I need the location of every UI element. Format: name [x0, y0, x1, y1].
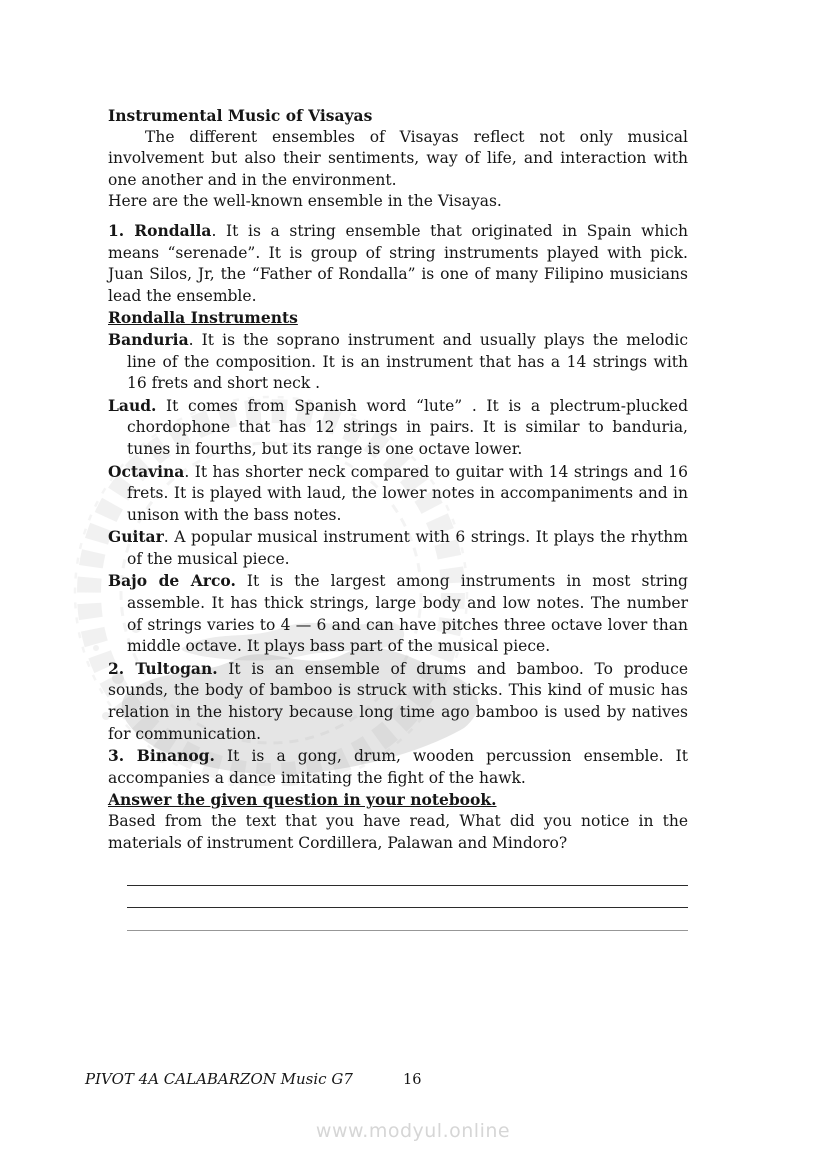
- site-watermark-text: www.modyul.online: [315, 1120, 511, 1142]
- list-item-rondalla: [108, 220, 688, 307]
- section-title: Instrumental Music of Visayas: [108, 106, 373, 125]
- instrument-description: . It is the soprano instrument and usually plays the melodic line of the composition. It is an instrument that has a 14 strings with 16 frets and short neck .: [127, 330, 688, 393]
- page-body: [108, 105, 688, 931]
- activity-heading: Answer the given question in your notebook.: [108, 790, 497, 810]
- instrument-name: Laud.: [108, 395, 157, 415]
- instrument-description: It comes from Spanish word “lute” . It is a plectrum-plucked chordophone that has 12 strings in pairs. It is similar to banduria, tunes in fourths, but its range is one octave lower.: [127, 396, 688, 458]
- instrument-name: Guitar: [108, 527, 164, 547]
- list-item-text: It is a gong, drum, wooden percussion ensemble. It accompanies a dance imitating the fight of the hawk.: [108, 747, 688, 787]
- instrument-octavina: [108, 461, 688, 527]
- instrument-laud: [108, 395, 688, 461]
- answer-line-1: [127, 864, 688, 886]
- list-item-number-name: 1. Rondalla: [108, 220, 212, 240]
- activity-question: Based from the text that you have read, What did you notice in the materials of instrument Cordillera, Palawan and Mindoro?: [108, 812, 688, 852]
- list-item-number-name: 3. Binanog.: [108, 746, 215, 766]
- list-item-text: It is an ensemble of drums and bamboo. To produce sounds, the body of bamboo is struck with sticks. This kind of music has relation in the history because long time ago bamboo is used by natives for communication.: [108, 659, 688, 743]
- answer-line-3: [127, 908, 688, 931]
- footer-page-number: 16: [403, 1072, 422, 1088]
- instrument-guitar: [108, 526, 688, 570]
- list-item-tultogan: [108, 658, 688, 745]
- instrument-name: Banduria: [108, 329, 189, 349]
- instrument-banduria: [108, 329, 688, 395]
- subheading-rondalla-instruments: Rondalla Instruments: [108, 308, 298, 328]
- list-item-text: . It is a string ensemble that originated in Spain which means “serenade”. It is group of string instruments played with pick. Juan Silos, Jr, the “Father of Rondalla” is one of many Filipino musicians lead the ensemble.: [108, 221, 688, 305]
- instrument-description: It is the largest among instruments in most string assemble. It has thick strings, large body and low notes. The number of strings varies to 4 — 6 and can have pitches three octave lover than middle octave. It plays bass part of the musical piece.: [127, 572, 688, 656]
- instrument-name: Octavina: [108, 461, 185, 481]
- instrument-description: . A popular musical instrument with 6 strings. It plays the rhythm of the musical piece.: [127, 528, 688, 568]
- answer-line-2: [127, 886, 688, 908]
- instrument-description: . It has shorter neck compared to guitar with 14 strings and 16 frets. It is played with laud, the lower notes in accompaniments and in unison with the bass notes.: [127, 462, 688, 524]
- answer-lines: [127, 864, 688, 931]
- instrument-name: Bajo de Arco.: [108, 571, 236, 591]
- instrument-bajo-de-arco: [108, 570, 688, 657]
- footer-module-title: PIVOT 4A CALABARZON Music G7: [85, 1070, 353, 1088]
- list-item-binanog: [108, 745, 688, 789]
- lead-in-sentence: Here are the well-known ensemble in the Visayas.: [108, 192, 502, 211]
- intro-paragraph: The different ensembles of Visayas reflect not only musical involvement but also their sentiments, way of life, and interaction with one another and in the environment.: [108, 127, 688, 189]
- list-item-number-name: 2. Tultogan.: [108, 658, 218, 678]
